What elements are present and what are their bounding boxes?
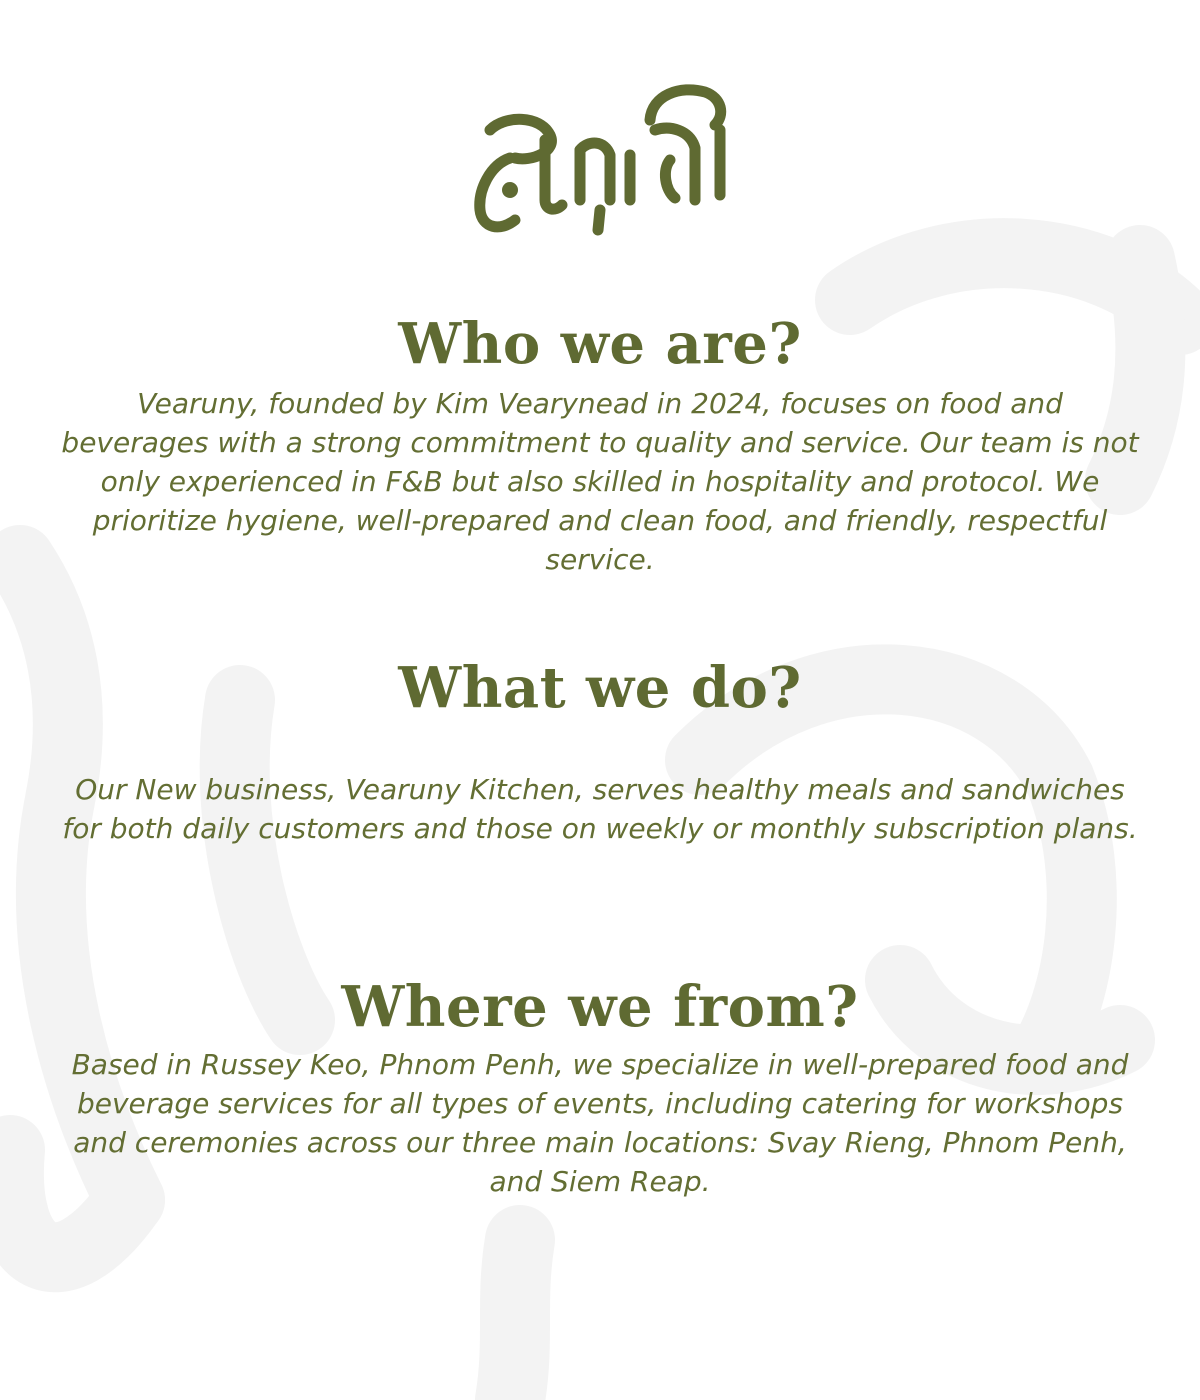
vearuny-logo-icon [470,70,735,240]
paragraph-what-we-do: Our New business, Vearuny Kitchen, serves healthy meals and sandwiches for both daily customers and those on weekly or monthly subscription plans. [62,773,1138,845]
paragraph-who-we-are: Vearuny, founded by Kim Vearynead in 2024, focuses on food and beverages with a strong commitment to quality and service. Our team is not only experienced in F&B but also skilled in hospitality and protocol. We prioritize hygiene, well-prepared and clean food, and friendly, respectful service. [61,387,1139,576]
section-what-we-do [60,656,1140,848]
section-where-we-from [60,975,1140,1201]
heading-who-we-are: Who we are? [398,311,802,377]
paragraph-where-we-from: Based in Russey Keo, Phnom Penh, we specialize in well-prepared food and beverage services for all types of events, including catering for workshops and ceremonies across our three main locations: Svay Rieng, Phnom Penh, and Siem Reap. [71,1048,1129,1198]
logo [470,70,735,240]
heading-where-we-from: Where we from? [341,974,859,1040]
section-who-we-are [60,312,1140,579]
heading-what-we-do: What we do? [398,655,802,721]
